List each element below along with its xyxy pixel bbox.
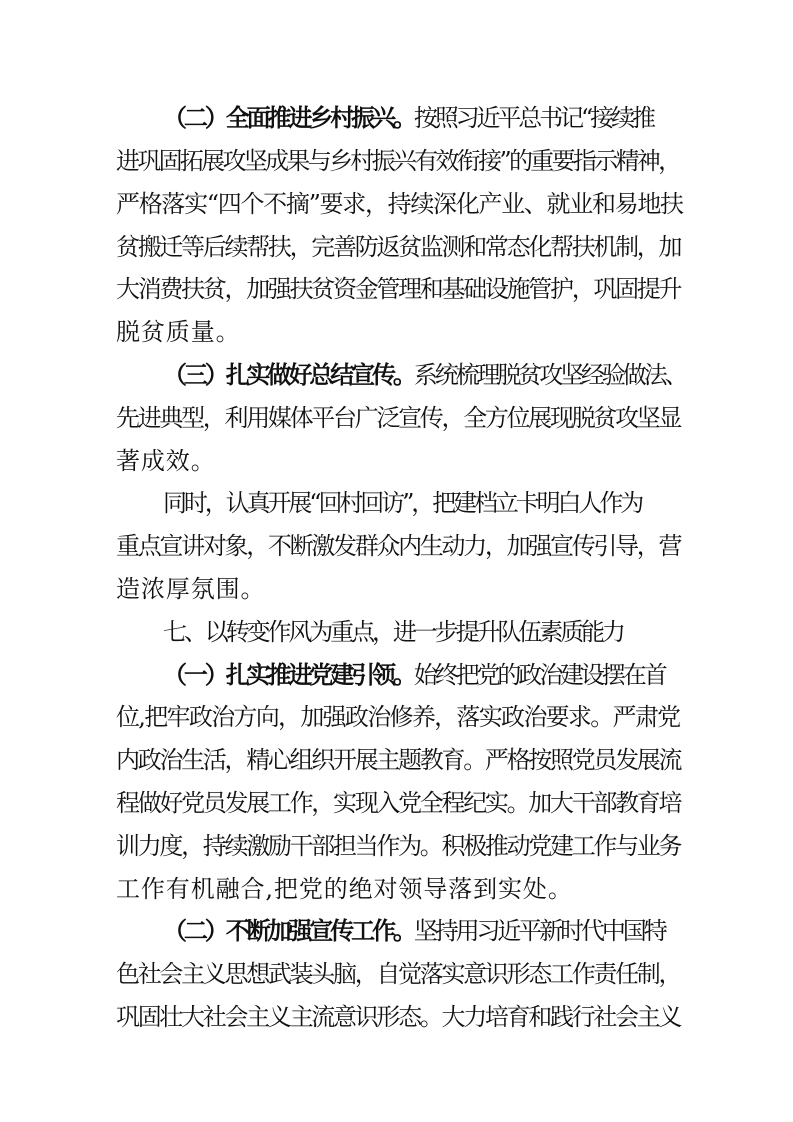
section-heading: （二）不断加强宣传工作。 xyxy=(163,917,414,945)
line-text: 系统梳理脱贫攻坚经验做法、 xyxy=(413,361,686,389)
text-line xyxy=(163,486,731,520)
text-line xyxy=(116,529,684,563)
text-line xyxy=(116,144,684,178)
text-line xyxy=(116,829,684,863)
line-text: 重点宣讲对象，不断激发群众内生动力，加强宣传引导，营 xyxy=(116,532,681,560)
text-line xyxy=(163,101,731,135)
text-line xyxy=(163,358,731,392)
text-line xyxy=(116,230,684,264)
line-text: 训力度，持续激励干部担当作为。积极推动党建工作与业务 xyxy=(116,832,681,860)
text-line xyxy=(116,572,684,606)
text-line xyxy=(116,315,684,349)
section-heading: （一）扎实推进党建引领。 xyxy=(163,661,414,689)
line-text: 同时，认真开展“回村回访”，把建档立卡明白人作为 xyxy=(163,489,642,517)
text-line xyxy=(116,872,684,906)
text-line xyxy=(116,401,684,435)
line-text: 工作有机融合,把党的绝对领导落到实处。 xyxy=(116,875,573,903)
line-text: 巩固壮大社会主义主流意识形态。大力培育和践行社会主义 xyxy=(116,1003,681,1031)
text-line xyxy=(116,187,684,221)
text-line xyxy=(116,957,684,991)
section-heading: （二）全面推进乡村振兴。 xyxy=(163,104,414,132)
text-line xyxy=(163,658,731,692)
line-text: 进巩固拓展攻坚成果与乡村振兴有效衔接”的重要指示精神， xyxy=(116,147,680,175)
line-text: 坚持用习近平新时代中国特 xyxy=(413,917,665,945)
line-text: 先进典型，利用媒体平台广泛宣传，全方位展现脱贫攻坚显 xyxy=(116,404,681,432)
line-text: 严格落实“四个不摘”要求，持续深化产业、就业和易地扶 xyxy=(116,190,683,218)
text-line xyxy=(116,700,684,734)
line-text: 著成效。 xyxy=(116,447,216,475)
chapter-heading xyxy=(163,615,731,649)
line-text: 位,把牢政治方向，加强政治修养，落实政治要求。严肃党 xyxy=(116,703,680,731)
line-text: 程做好党员发展工作，实现入党全程纪实。加大干部教育培 xyxy=(116,789,681,817)
line-text: 按照习近平总书记“接续推 xyxy=(413,104,653,132)
line-text: 七、以转变作风为重点，进一步提升队伍素质能力 xyxy=(163,618,623,646)
line-text: 大消费扶贫，加强扶贫资金管理和基础设施管护，巩固提升 xyxy=(116,275,681,303)
line-text: 造浓厚氛围。 xyxy=(116,575,266,603)
line-text: 内政治生活，精心组织开展主题教育。严格按照党员发展流 xyxy=(116,746,681,774)
text-line xyxy=(116,272,684,306)
line-text: 脱贫质量。 xyxy=(116,318,241,346)
text-line xyxy=(116,1000,684,1034)
text-line xyxy=(163,914,731,948)
line-text: 始终把党的政治建设摆在首 xyxy=(413,661,665,689)
line-text: 色社会主义思想武装头脑，自觉落实意识形态工作责任制， xyxy=(116,960,681,988)
text-line xyxy=(116,786,684,820)
line-text: 贫搬迁等后续帮扶，完善防返贫监测和常态化帮扶机制，加 xyxy=(116,233,681,261)
section-heading: （三）扎实做好总结宣传。 xyxy=(163,361,414,389)
text-line xyxy=(116,743,684,777)
text-line xyxy=(116,444,684,478)
